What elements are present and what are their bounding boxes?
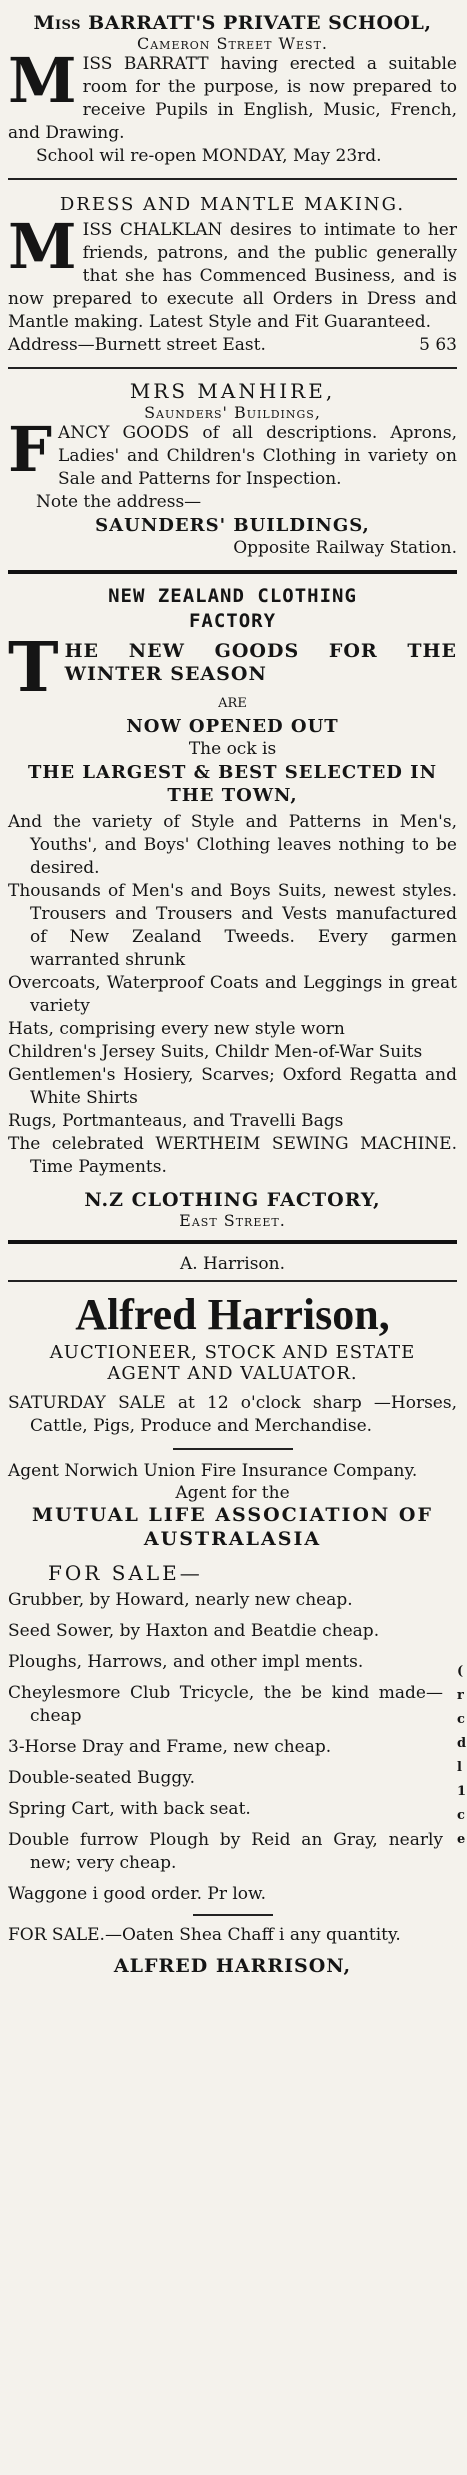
manhire-body: ANCY GOODS of all descriptions. Aprons, Ladies' and Children's Clothing in variety on Sale and Patterns for Inspection.	[58, 423, 457, 489]
nz-item: Children's Jersey Suits, Childr Men-of-War Suits	[8, 1042, 423, 1062]
nz-item: Overcoats, Waterproof Coats and Leggings in great variety	[8, 973, 457, 1016]
nz-line1: HE NEW GOODS FOR THE WINTER SEASON	[64, 640, 457, 685]
harrison-chaff: FOR SALE.—Oaten Shea Chaff i any quantity.	[8, 1925, 401, 1945]
harrison-item: Double-seated Buggy.	[8, 1768, 195, 1788]
harrison-item: Ploughs, Harrows, and other impl ments.	[8, 1652, 364, 1672]
barratt-title: Miss BARRATT'S PRIVATE SCHOOL,	[33, 12, 432, 34]
manhire-ad	[8, 375, 457, 564]
divider	[8, 178, 457, 180]
harrison-item: Seed Sower, by Haxton and Beatdie cheap.	[8, 1621, 380, 1641]
harrison-forsale: FOR SALE—	[48, 1561, 203, 1585]
nz-item: Gentlemen's Hosiery, Scarves; Oxford Regatta and White Shirts	[8, 1065, 457, 1108]
nz-footer: N.Z CLOTHING FACTORY,	[84, 1189, 381, 1211]
harrison-item: Double furrow Plough by Reid an Gray, nearly new; very cheap.	[8, 1830, 443, 1873]
edge-mark: 1	[457, 1784, 467, 1799]
nz-dropcap: T	[8, 628, 59, 708]
chalklan-title: DRESS AND MANTLE MAKING.	[59, 194, 406, 215]
nz-item: Thousands of Men's and Boys Suits, newest styles. Trousers and Trousers and Vests manufactured of New Zealand Tweeds. Every garmen warranted shrunk	[8, 881, 457, 970]
edge-mark: d	[457, 1736, 467, 1751]
harrison-sale: SATURDAY SALE at 12 o'clock sharp —Horses, Cattle, Pigs, Produce and Merchandise.	[8, 1393, 457, 1436]
nz-largest: THE LARGEST & BEST SELECTED IN THE TOWN,	[27, 762, 438, 806]
manhire-title: MRS MANHIRE,	[129, 379, 336, 403]
divider	[8, 367, 457, 369]
edge-mark: r	[457, 1688, 464, 1703]
manhire-dropcap: F	[8, 413, 53, 486]
harrison-name: Alfred Harrison,	[75, 1290, 390, 1339]
chalklan-ad	[8, 186, 457, 361]
harrison-ad	[8, 1250, 457, 1981]
harrison-item: Spring Cart, with back seat.	[8, 1799, 251, 1819]
adjacent-column-edge	[457, 1660, 467, 1852]
nz-item: Hats, comprising every new style worn	[8, 1019, 345, 1039]
harrison-signature: ALFRED HARRISON,	[113, 1955, 352, 1977]
harrison-agent1: Agent Norwich Union Fire Insurance Company.	[8, 1461, 418, 1481]
harrison-item: Waggone i good order. Pr low.	[8, 1884, 266, 1904]
nz-clothing-ad	[8, 580, 457, 1234]
harrison-item: Cheylesmore Club Tricycle, the be kind made—cheap	[8, 1683, 443, 1726]
barratt-reopen: School wil re-open MONDAY, May 23rd.	[36, 146, 382, 166]
divider	[8, 1240, 457, 1244]
edge-mark: c	[457, 1808, 465, 1823]
harrison-agent2: Agent for the	[175, 1483, 290, 1503]
harrison-item: Grubber, by Howard, nearly new cheap.	[8, 1590, 353, 1610]
harrison-item: 3-Horse Dray and Frame, new cheap.	[8, 1737, 332, 1757]
short-divider	[193, 1914, 273, 1916]
nz-heading-2: FACTORY	[188, 610, 277, 632]
edge-mark: (	[457, 1664, 464, 1679]
divider	[8, 570, 457, 574]
chalklan-body: ISS CHALKLAN desires to intimate to her friends, patrons, and the public generally that she has Commenced Business, and is now prepared to execute all Orders in Dress and Mantle making. Latest Style and Fit Guaranteed.	[8, 220, 457, 332]
nz-are: ARE	[218, 696, 247, 711]
nz-opened: NOW OPENED OUT	[126, 716, 339, 737]
edge-mark: c	[457, 1712, 465, 1727]
manhire-note: Note the address—	[36, 492, 202, 512]
chalklan-code: 5 63	[419, 335, 457, 355]
harrison-role2: AGENT AND VALUATOR.	[107, 1363, 358, 1384]
nz-item: The celebrated WERTHEIM SEWING MACHINE. Time Payments.	[8, 1134, 457, 1177]
manhire-subtitle: Saunders' Buildings,	[144, 403, 321, 422]
harrison-mutual: MUTUAL LIFE ASSOCIATION OF AUSTRALASIA	[32, 1504, 433, 1550]
short-divider	[173, 1448, 293, 1450]
manhire-address1: SAUNDERS' BUILDINGS,	[95, 515, 370, 536]
divider	[8, 1280, 457, 1282]
chalklan-dropcap: M	[8, 210, 77, 283]
edge-mark: l	[457, 1760, 462, 1775]
nz-item: Rugs, Portmanteaus, and Travelli Bags	[8, 1111, 344, 1131]
nz-heading-1: NEW ZEALAND CLOTHING	[108, 585, 357, 607]
barratt-subtitle: Cameron Street West.	[137, 34, 328, 53]
harrison-label: A. Harrison.	[179, 1254, 286, 1274]
manhire-address2: Opposite Railway Station.	[233, 538, 457, 558]
barratt-body: ISS BARRATT having erected a suitable room for the purpose, is now prepared to receive Pupils in English, Music, French, and Drawing.	[8, 54, 457, 143]
harrison-role1: AUCTIONEER, STOCK AND ESTATE	[49, 1342, 416, 1363]
edge-mark: e	[457, 1832, 466, 1847]
nz-footer-sub: East Street.	[179, 1211, 286, 1230]
nz-stock: The ock is	[188, 739, 277, 759]
barratt-school-ad	[8, 8, 457, 172]
chalklan-address: Address—Burnett street East.	[8, 335, 266, 355]
nz-item: And the variety of Style and Patterns in Men's, Youths', and Boys' Clothing leaves nothing to be desired.	[8, 812, 457, 878]
barratt-dropcap: M	[8, 44, 77, 117]
